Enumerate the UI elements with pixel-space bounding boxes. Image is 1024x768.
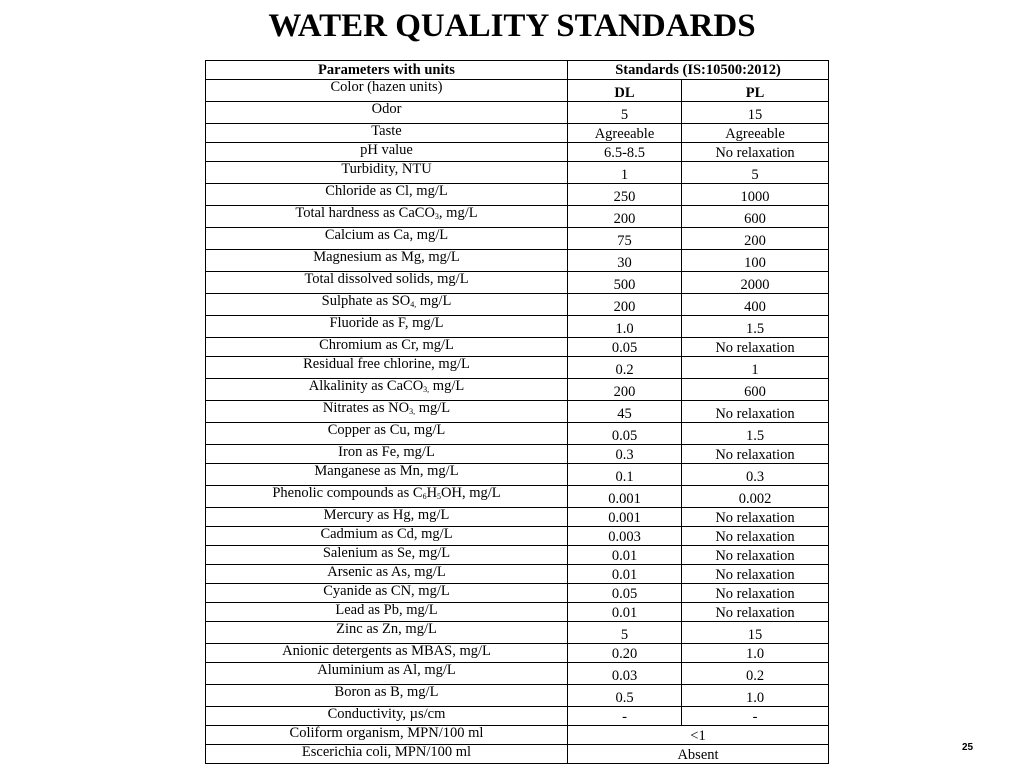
parameter-text: Chloride as Cl, mg/L [325,183,448,199]
table-row [206,162,829,184]
table-row [206,644,829,663]
table-row [206,294,829,316]
subscript: 3, [409,407,416,416]
parameter-text: Turbidity, NTU [341,161,432,177]
parameter-text: Sulphate as SO [321,293,411,309]
parameter-cell [206,707,568,726]
parameter-cell [206,357,568,379]
subscript: 5 [437,492,442,501]
pl-value: 1.5 [682,316,829,338]
dl-value: 0.3 [568,445,682,464]
dl-value: 0.20 [568,644,682,663]
dl-value: 0.1 [568,464,682,486]
pl-value: 0.3 [682,464,829,486]
pl-value: 600 [682,206,829,228]
dl-value: 200 [568,379,682,401]
parameter-text: Salenium as Se, mg/L [322,545,451,561]
table-row [206,707,829,726]
table-row [206,745,829,764]
table-row [206,546,829,565]
pl-value: 1 [682,357,829,379]
dl-value: 0.03 [568,663,682,685]
parameter-text: Total hardness as CaCO [295,205,435,221]
table-row [206,508,829,527]
table-row [206,124,829,143]
table-row [206,250,829,272]
pl-value: 2000 [682,272,829,294]
parameter-cell [206,143,568,162]
parameter-text: Fluoride as F, mg/L [329,315,444,331]
parameter-cell [206,250,568,272]
dl-value: 0.5 [568,685,682,707]
table-row [206,685,829,707]
pl-header: PL [682,80,829,102]
parameter-text: H [426,485,438,501]
pl-value: 15 [682,622,829,644]
parameter-cell [206,294,568,316]
subscript: 4, [410,300,417,309]
standard-value: Absent [568,745,829,764]
dl-value: Agreeable [568,124,682,143]
dl-value: 0.01 [568,565,682,584]
pl-value: 0.002 [682,486,829,508]
pl-value: 600 [682,379,829,401]
pl-value: 0.2 [682,663,829,685]
dl-value: 45 [568,401,682,423]
parameter-text: Calcium as Ca, mg/L [324,227,449,243]
subscript: 6 [422,492,427,501]
parameter-cell [206,423,568,445]
dl-value: 200 [568,206,682,228]
table-row [206,423,829,445]
dl-value: 0.003 [568,527,682,546]
dl-header: DL [568,80,682,102]
parameter-cell [206,546,568,565]
table-row [206,357,829,379]
parameter-cell [206,316,568,338]
parameter-text: Total dissolved solids, mg/L [304,271,469,287]
table-row [206,143,829,162]
table-row [206,663,829,685]
pl-value: No relaxation [682,401,829,423]
parameter-text: Chromium as Cr, mg/L [319,337,454,353]
table-row [206,445,829,464]
parameter-cell [206,486,568,508]
parameter-cell [206,685,568,707]
dl-value: 5 [568,102,682,124]
dl-value: 0.05 [568,423,682,445]
table-row [206,206,829,228]
parameters-header: Parameters with units [206,61,568,80]
table-row [206,401,829,423]
dl-value: 200 [568,294,682,316]
parameter-cell [206,663,568,685]
parameter-cell [206,162,568,184]
pl-value: 1.0 [682,644,829,663]
parameter-text: Phenolic compounds as C [272,485,423,501]
parameter-text: Zinc as Zn, mg/L [336,621,437,637]
pl-value: No relaxation [682,338,829,357]
pl-value: No relaxation [682,603,829,622]
sub-header-row [206,80,829,102]
parameter-text: Manganese as Mn, mg/L [314,463,459,479]
parameter-cell [206,445,568,464]
dl-value: 250 [568,184,682,206]
dl-value: 0.01 [568,546,682,565]
parameter-cell [206,228,568,250]
pl-value: 200 [682,228,829,250]
pl-value: No relaxation [682,565,829,584]
parameter-text: , mg/L [438,205,478,221]
parameter-text: Iron as Fe, mg/L [338,444,435,460]
parameter-text: mg/L [415,400,451,416]
water-quality-standards-table [205,60,829,764]
dl-value: 0.001 [568,486,682,508]
parameter-text: OH, mg/L [441,485,501,501]
standards-header: Standards (IS:10500:2012) [568,61,829,80]
pl-value: No relaxation [682,508,829,527]
parameter-text: mg/L [429,378,465,394]
pl-value: 1.5 [682,423,829,445]
parameter-text: Aluminium as Al, mg/L [317,662,456,678]
subscript: 3, [423,385,430,394]
parameter-text: Cadmium as Cd, mg/L [320,526,453,542]
header-row [206,61,829,80]
table-row [206,184,829,206]
table-row [206,622,829,644]
table-row [206,565,829,584]
parameter-text: Magnesium as Mg, mg/L [313,249,460,265]
parameter-text: Taste [371,123,402,139]
parameter-cell [206,464,568,486]
parameter-cell [206,379,568,401]
parameter-cell [206,338,568,357]
parameter-cell [206,622,568,644]
standard-value: <1 [568,726,829,745]
parameter-text: Conductivity, µs/cm [327,706,446,722]
dl-value: 6.5-8.5 [568,143,682,162]
parameter-text: Nitrates as NO [322,400,410,416]
parameter-text: Odor [371,101,402,117]
dl-value: 5 [568,622,682,644]
dl-value: 30 [568,250,682,272]
pl-value: No relaxation [682,445,829,464]
table-row [206,338,829,357]
parameter-cell [206,565,568,584]
table-row [206,527,829,546]
table-row [206,603,829,622]
table-row [206,272,829,294]
table-row [206,726,829,745]
dl-value: 0.01 [568,603,682,622]
pl-value: No relaxation [682,584,829,603]
parameter-text: Arsenic as As, mg/L [327,564,446,580]
parameter-cell [206,584,568,603]
parameter-cell [206,206,568,228]
parameter-text: Mercury as Hg, mg/L [323,507,450,523]
table-row [206,102,829,124]
dl-value: 1 [568,162,682,184]
pl-value: - [682,707,829,726]
page-number: 25 [962,742,974,753]
table-row [206,464,829,486]
table-row [206,228,829,250]
parameter-cell [206,102,568,124]
dl-value: - [568,707,682,726]
parameter-cell: Escerichia coli, MPN/100 ml [206,745,568,764]
table-row [206,486,829,508]
parameter-cell [206,603,568,622]
pl-value: 1.0 [682,685,829,707]
dl-value: 0.05 [568,584,682,603]
pl-value: No relaxation [682,143,829,162]
pl-value: 400 [682,294,829,316]
pl-value: 1000 [682,184,829,206]
parameter-cell [206,508,568,527]
dl-value: 0.2 [568,357,682,379]
page-title: WATER QUALITY STANDARDS [268,8,756,44]
table-row [206,316,829,338]
dl-value: 1.0 [568,316,682,338]
pl-value: 100 [682,250,829,272]
pl-value: No relaxation [682,527,829,546]
parameter-cell [206,527,568,546]
parameter-cell [206,124,568,143]
parameter-text: Lead as Pb, mg/L [335,602,438,618]
dl-value: 0.001 [568,508,682,527]
dl-value: 0.05 [568,338,682,357]
parameter-cell [206,184,568,206]
parameter-text: Alkalinity as CaCO [308,378,424,394]
parameter-text: Copper as Cu, mg/L [327,422,446,438]
parameter-text: Boron as B, mg/L [334,684,439,700]
parameter-cell: Color (hazen units) [206,80,568,102]
pl-value: 5 [682,162,829,184]
table-row [206,379,829,401]
parameter-cell [206,272,568,294]
pl-value: No relaxation [682,546,829,565]
dl-value: 500 [568,272,682,294]
dl-value: 75 [568,228,682,250]
pl-value: Agreeable [682,124,829,143]
parameter-text: Residual free chlorine, mg/L [303,356,470,372]
parameter-text: pH value [360,142,413,158]
parameter-cell: Coliform organism, MPN/100 ml [206,726,568,745]
parameter-text: mg/L [416,293,452,309]
parameter-text: Anionic detergents as MBAS, mg/L [282,643,491,659]
parameter-text: Cyanide as CN, mg/L [323,583,450,599]
parameter-cell [206,401,568,423]
table-row [206,584,829,603]
pl-value: 15 [682,102,829,124]
subscript: 3 [434,212,439,221]
parameter-cell [206,644,568,663]
